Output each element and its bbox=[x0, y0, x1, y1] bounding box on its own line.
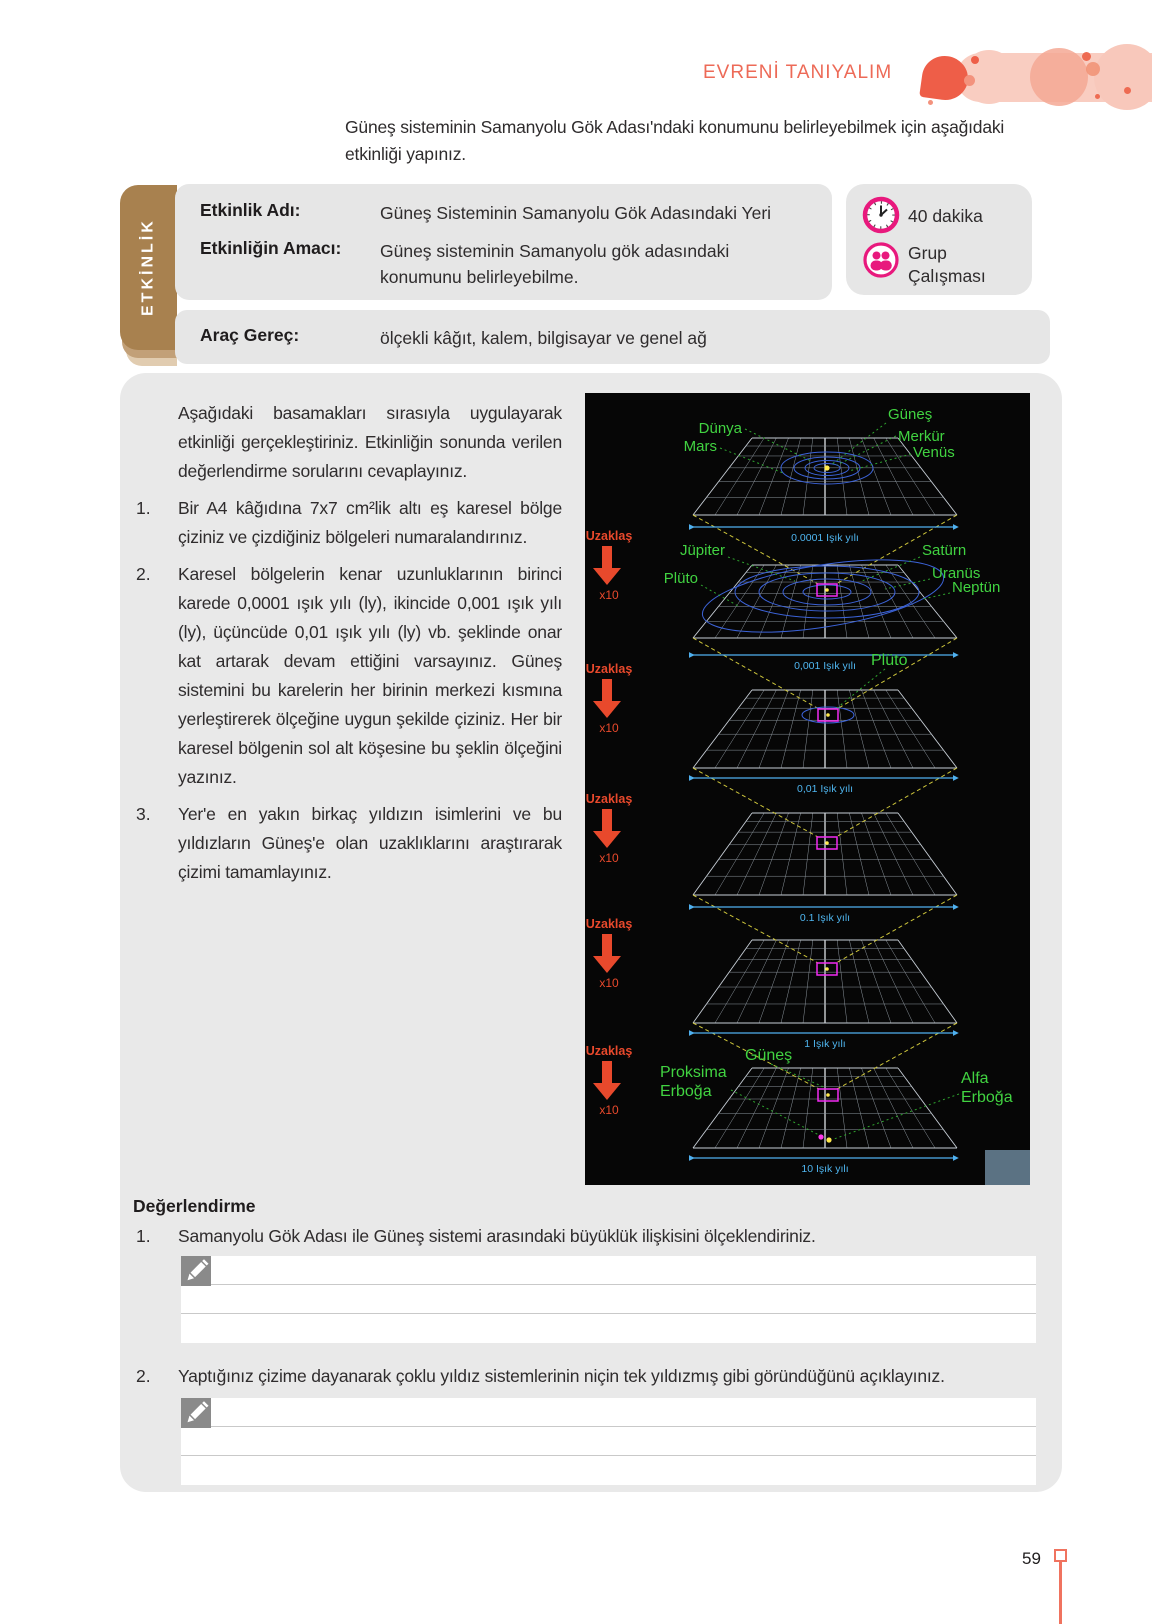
alfa-label-line2: Erboğa bbox=[961, 1089, 1013, 1106]
scale-label: 0.1 Işık yılı bbox=[799, 912, 851, 924]
scale-zoom-diagram-svg bbox=[585, 393, 1030, 1185]
dunya-label: Dünya bbox=[698, 420, 742, 437]
merkur-label: Merkür bbox=[898, 428, 945, 445]
answer-line bbox=[181, 1314, 1036, 1342]
instruction-number: 2. bbox=[136, 564, 151, 584]
clock-icon bbox=[862, 196, 900, 234]
zoom-out-steps bbox=[586, 529, 633, 1117]
zoom-out-label: Uzaklaş bbox=[585, 917, 633, 931]
answer-line bbox=[181, 1285, 1036, 1314]
page-number: 59 bbox=[1022, 1549, 1041, 1568]
zoom-factor-label: x10 bbox=[599, 851, 619, 865]
answer-line bbox=[181, 1427, 1036, 1456]
group-work-text-line1: Grup bbox=[908, 243, 947, 263]
zoom-out-step bbox=[586, 662, 633, 735]
alpha-star-dot bbox=[826, 1137, 831, 1142]
scale-label: 0,001 Işık yılı bbox=[794, 660, 856, 672]
mars-label: Mars bbox=[683, 438, 717, 455]
banner-dot-decoration bbox=[964, 75, 975, 86]
activity-info-box bbox=[175, 184, 832, 300]
alfa-label-line1: Alfa bbox=[961, 1070, 989, 1087]
zoom-out-arrow-icon bbox=[593, 809, 621, 848]
group-work-icon bbox=[862, 241, 900, 279]
banner-dot-decoration bbox=[1086, 62, 1100, 76]
tools-box bbox=[175, 310, 1050, 364]
scale-label: 10 Işık yılı bbox=[801, 1163, 849, 1175]
activity-name-label: Etkinlik Adı: bbox=[200, 200, 301, 220]
zoom-out-step bbox=[586, 917, 633, 990]
zoom-out-step bbox=[586, 792, 633, 865]
instruction-text: Yer'e en yakın birkaç yıldızın isimlerini ve bu yıldızların Güneş'e olan uzaklıklarını araştırarak çizimi tamamlayınız. bbox=[178, 804, 562, 882]
instruction-text: Karesel bölgelerin kenar uzunluklarının birinci karede 0,0001 ışık yılı (ly), ikincide 0,001 ışık yılı (ly), üçüncüde 0,01 ışık yılı (ly) vb. şeklinde onar kat artarak devam ettiğini varsayınız. Güneş sistemini bu karelerin her birinin merkezi kısmına yerleştirerek ölçeğine uygun şekilde çiziniz. Her bir karesel bölgenin sol alt köşesine bu şeklin ölçeğini yazınız. bbox=[178, 564, 562, 787]
zoom-factor-label: x10 bbox=[599, 1103, 619, 1117]
zoom-out-arrow-icon bbox=[593, 1061, 621, 1100]
answer-line bbox=[181, 1256, 1036, 1285]
instruction-text: Bir A4 kâğıdına 7x7 cm²lik altı eş karesel bölge çiziniz ve çizdiğiniz bölgeleri numaralandırınız. bbox=[178, 498, 562, 547]
pencil-icon bbox=[181, 1398, 211, 1428]
neptun-label: Neptün bbox=[952, 579, 1001, 596]
question-number: 1. bbox=[136, 1226, 151, 1246]
gunes-label: Güneş bbox=[745, 1047, 793, 1064]
label-leader-lines bbox=[701, 423, 959, 1139]
answer-area bbox=[181, 1398, 1036, 1485]
activity-tab bbox=[120, 185, 177, 350]
zoom-factor-label: x10 bbox=[599, 976, 619, 990]
zoom-out-step bbox=[586, 1044, 633, 1117]
activity-meta-box bbox=[846, 184, 1032, 295]
pencil-icon bbox=[181, 1256, 211, 1286]
zoom-out-arrow-icon bbox=[593, 934, 621, 973]
tools-label: Araç Gereç: bbox=[200, 325, 300, 345]
footer-line-mark bbox=[1059, 1562, 1062, 1624]
banner-dot-decoration bbox=[1095, 94, 1100, 99]
zoom-out-label: Uzaklaş bbox=[585, 792, 633, 806]
scale-label: 1 Işık yılı bbox=[804, 1038, 846, 1050]
activity-purpose-value: Güneş sisteminin Samanyolu gök adasındaki konumunu belirleyebilme. bbox=[380, 241, 730, 287]
instruction-item bbox=[136, 560, 562, 792]
scale-zoom-diagram bbox=[585, 393, 1030, 1185]
venus-label: Venüs bbox=[913, 444, 955, 461]
instruction-item bbox=[136, 800, 562, 887]
instruction-number: 3. bbox=[136, 804, 151, 824]
activity-tab-label: ETKİNLİK bbox=[139, 218, 157, 317]
scale-label: 0,01 Işık yılı bbox=[796, 783, 854, 795]
zoom-out-label: Uzaklaş bbox=[585, 1044, 633, 1058]
instructions-intro: Aşağıdaki basamakları sırasıyla uygulayarak etkinliği gerçekleştiriniz. Etkinliğin sonunda verilen değerlendirme sorularını cevaplayınız. bbox=[178, 403, 562, 481]
instruction-item bbox=[136, 494, 562, 552]
duration-text: 40 dakika bbox=[908, 206, 983, 226]
banner-circle-decoration bbox=[1030, 48, 1088, 106]
question-text: Yaptığınız çizime dayanarak çoklu yıldız sistemlerinin niçin tek yıldızmış gibi göründüğünü açıklayınız. bbox=[178, 1366, 945, 1386]
instruction-number: 1. bbox=[136, 498, 151, 518]
banner-dot-decoration bbox=[971, 56, 979, 64]
zoom-factor-label: x10 bbox=[599, 721, 619, 735]
pluto-label: Plüto bbox=[871, 652, 908, 669]
activity-purpose-label: Etkinliğin Amacı: bbox=[200, 238, 342, 258]
banner-dot-decoration bbox=[1124, 87, 1131, 94]
answer-line bbox=[181, 1456, 1036, 1484]
zoom-factor-label: x10 bbox=[599, 588, 619, 602]
page-title: EVRENİ TANIYALIM bbox=[703, 62, 893, 83]
scale-label: 0.0001 Işık yılı bbox=[791, 532, 859, 544]
footer-square-mark bbox=[1054, 1549, 1067, 1562]
evaluation-title: Değerlendirme bbox=[133, 1196, 256, 1216]
zoom-out-arrow-icon bbox=[593, 546, 621, 585]
answer-area bbox=[181, 1256, 1036, 1343]
image-corner-artifact bbox=[985, 1150, 1030, 1185]
instructions bbox=[136, 399, 562, 887]
gunes-label: Güneş bbox=[888, 406, 933, 423]
zoom-out-arrow-icon bbox=[593, 679, 621, 718]
question-number: 2. bbox=[136, 1366, 151, 1386]
zoom-out-label: Uzaklaş bbox=[585, 529, 633, 543]
banner-circle-decoration bbox=[1094, 44, 1152, 110]
activity-name-value: Güneş Sisteminin Samanyolu Gök Adasındaki Yeri bbox=[380, 203, 772, 223]
group-work-text-line2: Çalışması bbox=[908, 266, 986, 286]
saturn-label: Satürn bbox=[922, 542, 967, 559]
question-text: Samanyolu Gök Adası ile Güneş sistemi arasındaki büyüklük ilişkisini ölçeklendiriniz. bbox=[178, 1226, 816, 1246]
sun-dot bbox=[824, 465, 829, 470]
proksima-label-line1: Proksima bbox=[660, 1064, 727, 1081]
header-banner bbox=[0, 0, 1152, 83]
proxima-star-dot bbox=[818, 1134, 823, 1139]
zoom-out-step bbox=[586, 529, 633, 602]
answer-line bbox=[181, 1398, 1036, 1427]
uranus-label: Uranüs bbox=[932, 565, 981, 582]
planet-labels bbox=[660, 406, 1013, 1106]
intro-paragraph: Güneş sisteminin Samanyolu Gök Adası'ndaki konumunu belirleyebilmek için aşağıdaki etkinliği yapınız. bbox=[345, 117, 1005, 164]
banner-dot-decoration bbox=[928, 100, 933, 105]
zoom-out-label: Uzaklaş bbox=[585, 662, 633, 676]
banner-dot-decoration bbox=[1082, 52, 1091, 61]
pluto-label: Plüto bbox=[663, 570, 698, 587]
tools-value: ölçekli kâğıt, kalem, bilgisayar ve genel ağ bbox=[380, 328, 707, 348]
jupiter-label: Jüpiter bbox=[679, 542, 725, 559]
proksima-label-line2: Erboğa bbox=[660, 1083, 712, 1100]
